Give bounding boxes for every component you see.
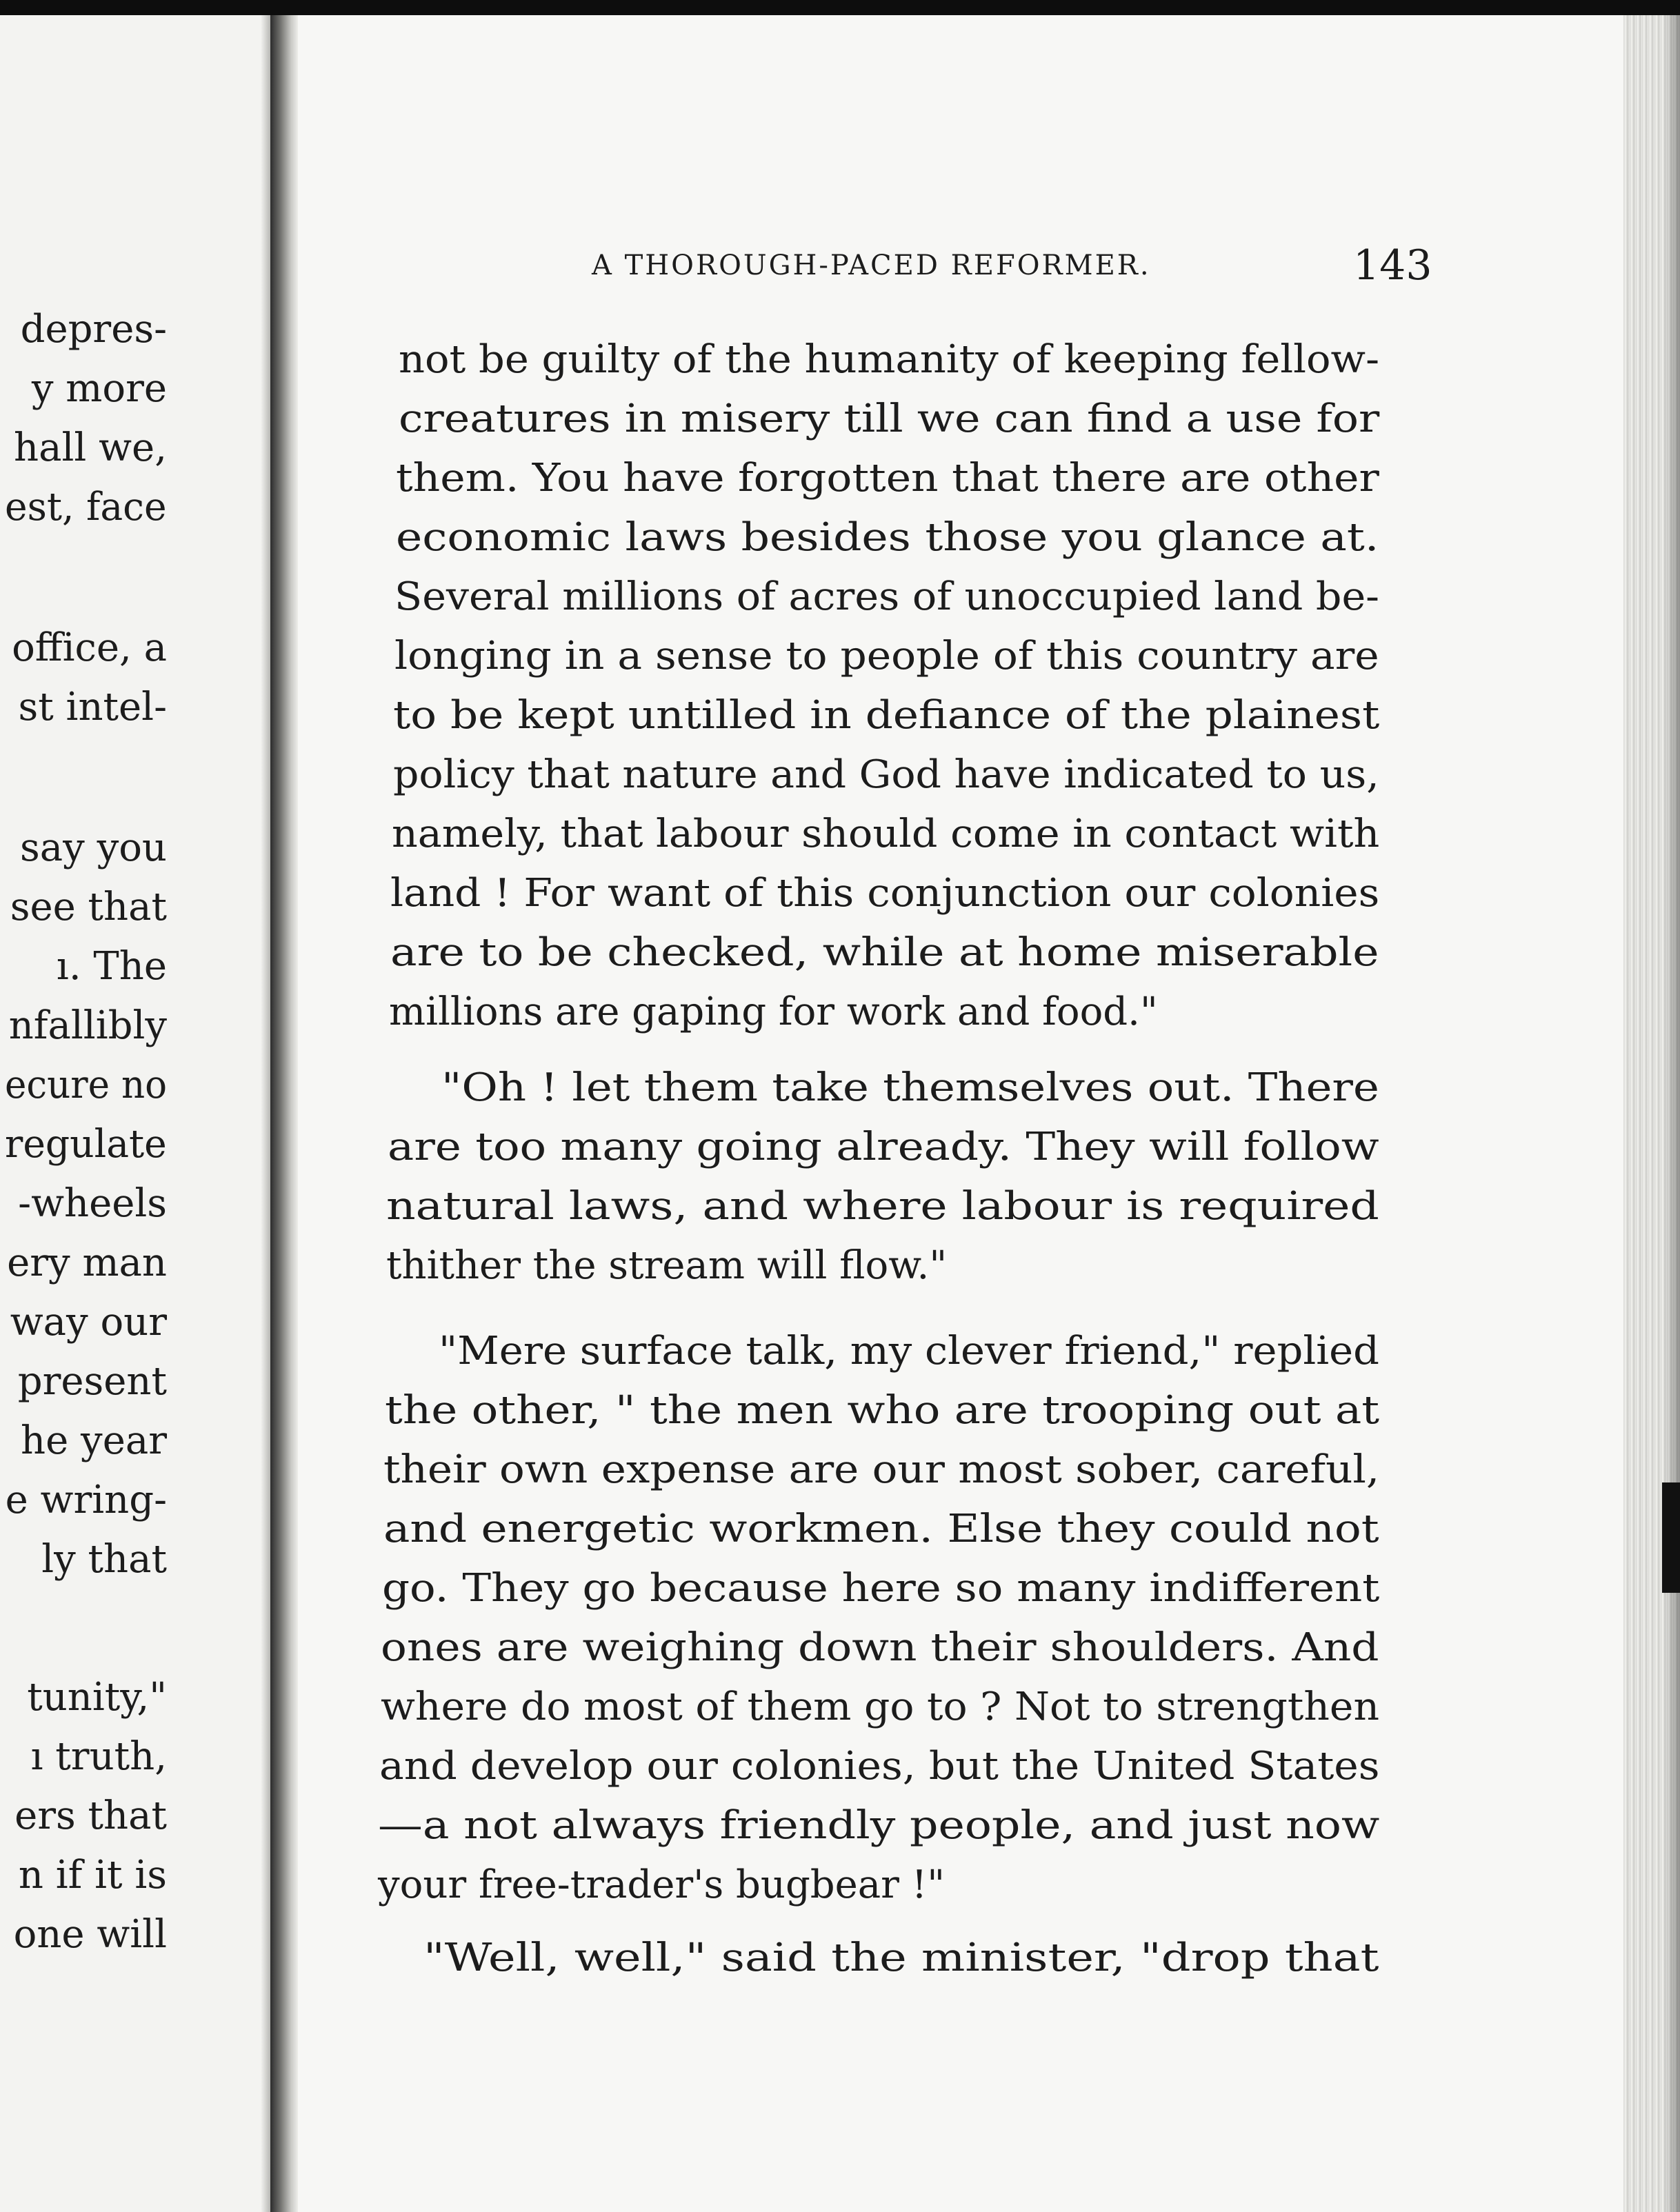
left-line: est, face	[5, 485, 167, 530]
left-line: say you	[20, 825, 167, 870]
running-head: A THOROUGH-PACED REFORMER.	[592, 250, 1151, 281]
left-line: nfallibly	[8, 1003, 167, 1048]
left-line: hall we,	[14, 425, 167, 470]
body-line: creatures in misery till we can find a use for	[399, 396, 1380, 441]
left-page-edge	[261, 15, 270, 2212]
body-line: "Oh ! let them take themselves out. There	[441, 1065, 1379, 1110]
left-page	[0, 15, 270, 2212]
left-line: n if it is	[18, 1853, 167, 1898]
body-line: and energetic workmen. Else they could not	[383, 1507, 1379, 1551]
body-line: "Mere surface talk, my clever friend," replied	[439, 1329, 1379, 1374]
body-line: are to be checked, while at home miserable	[390, 930, 1379, 975]
body-line: policy that nature and God have indicated to us,	[393, 752, 1379, 797]
body-line: and develop our colonies, but the United States	[379, 1744, 1380, 1789]
left-line: tunity,"	[27, 1675, 167, 1720]
left-line: ı truth,	[30, 1734, 167, 1779]
body-line: where do most of them go to ? Not to strengthen	[381, 1685, 1380, 1729]
body-line: are too many going already. They will follow	[388, 1125, 1379, 1169]
body-line: Several millions of acres of unoccupied land be-	[394, 574, 1380, 619]
left-line: e wring-	[5, 1478, 167, 1522]
page-edge-shadow	[1663, 15, 1680, 2212]
body-line: your free-trader's bugbear !"	[378, 1862, 946, 1907]
left-line: office, a	[12, 625, 167, 670]
left-line: -wheels	[18, 1181, 167, 1226]
body-line: millions are gaping for work and food."	[389, 989, 1158, 1034]
left-line: he year	[21, 1418, 167, 1463]
left-line: st intel-	[18, 685, 167, 730]
body-line: to be kept untilled in defiance of the plainest	[393, 693, 1380, 738]
left-line: depres-	[20, 307, 167, 352]
body-line: "Well, well," said the minister, "drop that	[423, 1936, 1379, 1980]
body-line: go. They go because here so many indifferent	[382, 1566, 1380, 1611]
body-line: namely, that labour should come in contact with	[392, 812, 1380, 856]
left-line: ecure no	[4, 1063, 167, 1107]
left-line: regulate	[5, 1122, 167, 1167]
left-line: y more	[31, 366, 167, 411]
left-line: ı. The	[56, 944, 167, 989]
left-line: ery man	[7, 1240, 167, 1285]
left-line: ly that	[41, 1537, 167, 1582]
scan-border-top	[0, 0, 1680, 15]
left-line: ers that	[14, 1793, 167, 1838]
body-line: thither the stream will flow."	[386, 1243, 948, 1288]
body-line: economic laws besides those you glance at.	[396, 515, 1379, 560]
left-line: present	[17, 1359, 167, 1404]
body-line: not be guilty of the humanity of keeping fellow-	[399, 337, 1380, 382]
left-line: way our	[10, 1300, 167, 1345]
body-line: ones are weighing down their shoulders. And	[381, 1625, 1379, 1670]
left-line: see that	[10, 885, 167, 929]
body-line: natural laws, and where labour is required	[386, 1184, 1379, 1229]
left-line: one will	[13, 1912, 167, 1957]
body-line: land ! For want of this conjunction our colonies	[390, 871, 1380, 916]
body-line: the other, " the men who are trooping out at	[385, 1388, 1380, 1433]
page-number: 143	[1353, 241, 1432, 290]
body-line: them. You have forgotten that there are other	[396, 456, 1379, 501]
body-line: their own expense are our most sober, careful,	[383, 1447, 1380, 1492]
book-gutter	[270, 15, 298, 2212]
body-line: longing in a sense to people of this country are	[394, 634, 1379, 678]
scan-edge-mark	[1662, 1482, 1680, 1593]
body-line: —a not always friendly people, and just now	[378, 1803, 1380, 1848]
page-edges	[1623, 15, 1680, 2212]
